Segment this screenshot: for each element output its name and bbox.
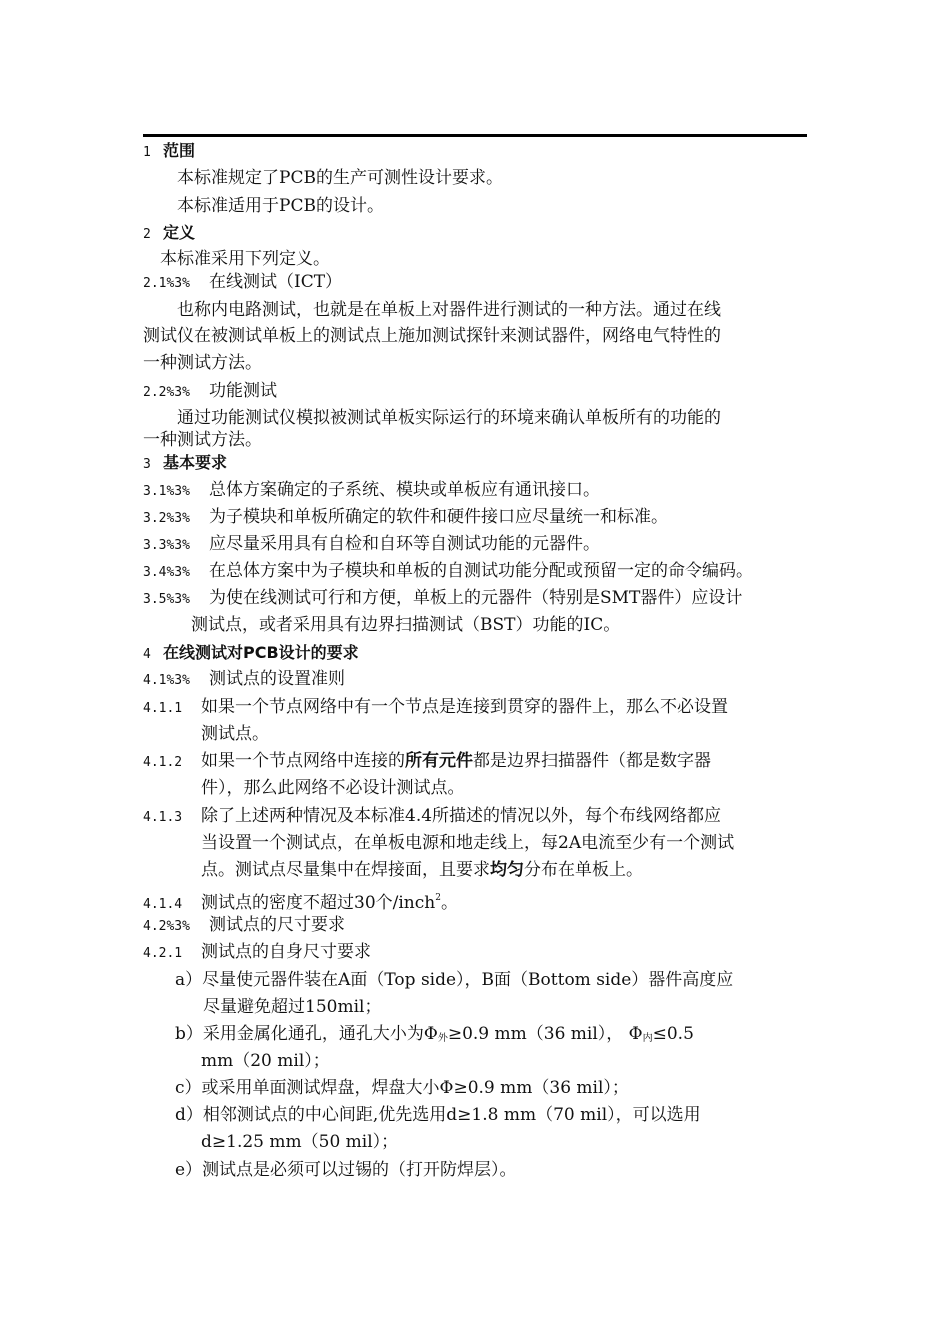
clause-number: 4.1.1 [143,701,183,716]
section-1-heading [143,139,195,165]
list-item-a [175,968,733,992]
rule-item [143,695,728,721]
clause-text: 分布在单板上。 [524,860,643,880]
emphasis-text: 均匀 [490,860,524,880]
clause-title: 测试点的尺寸要求 [209,915,345,935]
clause-title: 测试点的自身尺寸要求 [201,942,371,962]
clause-text-continued [201,858,643,882]
paragraph-line: 也称内电路测试，也就是在单板上对器件进行测试的一种方法。通过在线 [177,300,721,320]
clause-number: 3.3%3% [143,538,190,553]
list-text: 尽量使元器件装在A面（Top side），B面（Bottom side）器件高度应 [202,970,734,990]
definition-heading [143,270,342,296]
clause-text: 除了上述两种情况及本标准4.4所描述的情况以外，每个布线网络都应 [201,806,722,826]
paragraph-line: 通过功能测试仪模拟被测试单板实际运行的环境来确认单板所有的功能的 [177,408,721,428]
list-text-continued: mm（20 mil）； [201,1051,330,1071]
list-text: ≥0.9 mm（36 mil）， Φ [447,1024,643,1044]
clause-number: 4.1.2 [143,755,183,770]
paragraph-line: 一种测试方法。 [143,430,262,450]
list-item-c [175,1076,629,1100]
clause-number: 2.1%3% [143,276,190,291]
section-number: 3 [143,457,151,472]
requirement-item [143,532,600,558]
clause-title: 测试点的设置准则 [209,669,345,689]
clause-text: 在总体方案中为子模块和单板的自测试功能分配或预留一定的命令编码。 [209,561,753,581]
clause-text: 点。测试点尽量集中在焊接面，且要求 [201,860,490,880]
paragraph: 本标准适用于PCB的设计。 [177,196,384,216]
section-title: 范围 [163,141,196,160]
paragraph: 本标准规定了PCB的生产可测性设计要求。 [177,168,503,188]
list-text: ≤0.5 [652,1024,694,1044]
list-item-b [175,1022,694,1051]
superscript: 2 [435,893,441,903]
subscript: 外 [437,1033,448,1044]
list-label: d） [175,1105,203,1125]
list-text: 采用金属化通孔，通孔大小为Φ [202,1024,438,1044]
list-label: e） [175,1160,203,1180]
clause-number: 4.1.3 [143,810,183,825]
clause-title: 功能测试 [209,381,277,401]
list-label: b） [175,1024,203,1044]
requirement-item [143,478,600,504]
section-4-heading [143,641,359,667]
clause-number: 3.4%3% [143,565,190,580]
clause-text: 应尽量采用具有自检和自环等自测试功能的元器件。 [209,534,600,554]
section-number: 1 [143,145,151,160]
clause-number: 3.5%3% [143,592,190,607]
rule-item [143,749,711,775]
emphasis-text: 所有元件 [405,751,473,771]
subsection-heading [143,667,345,693]
clause-text-continued: 测试点，或者采用具有边界扫描测试（BST）功能的IC。 [191,615,621,635]
clause-text: 如果一个节点网络中有一个节点是连接到贯穿的器件上，那么不必设置 [201,697,728,717]
list-item-e [175,1158,517,1182]
clause-number: 4.1%3% [143,673,190,688]
subsection-heading [143,940,371,966]
requirement-item [143,586,742,612]
list-label: c） [175,1078,202,1098]
clause-number: 4.1.4 [143,897,183,912]
clause-text: 都是边界扫描器件（都是数字器 [473,751,711,771]
clause-text-continued: 件），那么此网络不必设计测试点。 [201,778,465,798]
section-title: 定义 [163,223,196,242]
list-label: a） [175,970,203,990]
clause-text-continued: 测试点。 [201,724,269,744]
subscript: 内 [642,1033,653,1044]
paragraph: 本标准采用下列定义。 [160,249,330,269]
header-rule [143,134,807,137]
clause-number: 3.1%3% [143,484,190,499]
definition-heading [143,379,277,405]
section-number: 2 [143,227,151,242]
subsection-heading [143,913,345,939]
rule-item [143,804,721,830]
section-title: 在线测试对PCB设计的要求 [163,643,359,662]
clause-text: 。 [440,893,458,913]
clause-text: 为使在线测试可行和方便，单板上的元器件（特别是SMT器件）应设计 [209,588,743,608]
clause-number: 3.2%3% [143,511,190,526]
list-text: 或采用单面测试焊盘，焊盘大小Φ≥0.9 mm（36 mil）； [201,1078,629,1098]
list-text: 测试点是必须可以过锡的（打开防焊层）。 [202,1160,517,1180]
clause-text: 如果一个节点网络中连接的 [201,751,405,771]
requirement-item [143,505,668,531]
section-title: 基本要求 [163,453,228,472]
clause-number: 2.2%3% [143,385,190,400]
clause-text: 总体方案确定的子系统、模块或单板应有通讯接口。 [209,480,600,500]
clause-number: 4.2.1 [143,946,183,961]
section-2-heading [143,221,195,247]
paragraph-line: 一种测试方法。 [143,353,262,373]
requirement-item [143,559,753,585]
list-item-d [175,1103,701,1127]
section-3-heading [143,451,227,477]
list-text-continued: d≥1.25 mm（50 mil）； [201,1132,399,1152]
clause-number: 4.2%3% [143,919,190,934]
section-number: 4 [143,647,151,662]
list-text-continued: 尽量避免超过150mil； [203,997,382,1017]
clause-text: 测试点的密度不超过30个/inch [201,893,436,913]
clause-text-continued: 当设置一个测试点，在单板电源和地走线上，每2A电流至少有一个测试 [201,833,735,853]
list-text: 相邻测试点的中心间距,优先选用d≥1.8 mm（70 mil），可以选用 [202,1105,701,1125]
paragraph-line: 测试仪在被测试单板上的测试点上施加测试探针来测试器件，网络电气特性的 [143,326,721,346]
clause-text: 为子模块和单板所确定的软件和硬件接口应尽量统一和标准。 [209,507,668,527]
clause-title: 在线测试（ICT） [209,272,343,292]
